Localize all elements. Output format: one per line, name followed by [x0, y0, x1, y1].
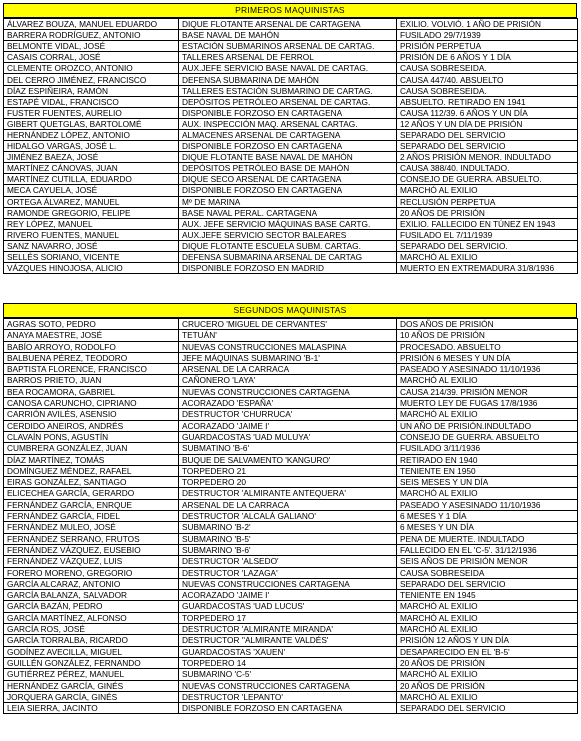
- posting-cell: ARSENAL DE LA CARRACA: [179, 364, 397, 375]
- name-cell: LEIA SIERRA, JACINTO: [4, 703, 179, 714]
- name-cell: DÍAZ ESPIÑEIRA, RAMÓN: [4, 85, 179, 96]
- fate-cell: 6 MESES Y 1 DÍA: [397, 511, 578, 522]
- section-segundos-maquinistas: [3, 303, 577, 714]
- fate-cell: MUERTO EN EXTREMADURA 31/8/1936: [397, 263, 578, 274]
- posting-cell: SUBMARINO 'C-5': [179, 669, 397, 680]
- posting-cell: DEFENSA SUBMARINA DE MAHÓN: [179, 74, 397, 85]
- table-row: [4, 703, 578, 714]
- posting-cell: GUARDACOSTAS 'UAD MULUYA': [179, 431, 397, 442]
- table-row: [4, 544, 578, 555]
- table-row: [4, 601, 578, 612]
- posting-cell: DEFENSA SUBMARINA ARSENAL DE CARTAG: [179, 251, 397, 262]
- fate-cell: PRISIÓN PERPETUA: [397, 41, 578, 52]
- table-row: [4, 364, 578, 375]
- fate-cell: CAUSA 447/40. ABSUELTO: [397, 74, 578, 85]
- table-row: [4, 590, 578, 601]
- table-row: [4, 207, 578, 218]
- posting-cell: ESTACIÓN SUBMARINOS ARSENAL DE CARTAG.: [179, 41, 397, 52]
- posting-cell: ACORAZADO 'ESPAÑA': [179, 398, 397, 409]
- name-cell: MARTÍNEZ CUTILLA, EDUARDO: [4, 174, 179, 185]
- table-row: [4, 646, 578, 657]
- name-cell: FUSTER FUENTES, AURELIO: [4, 107, 179, 118]
- posting-cell: DESTRUCTOR 'ALMIRANTE MIRANDA': [179, 624, 397, 635]
- table-row: [4, 118, 578, 129]
- fate-cell: SEPARADO DEL SERVICIO: [397, 578, 578, 589]
- fate-cell: SEPARADO DEL SERVICIO: [397, 129, 578, 140]
- table-row: [4, 431, 578, 442]
- posting-cell: GUARDACOSTAS 'UAD LUCUS': [179, 601, 397, 612]
- table-row: [4, 669, 578, 680]
- table-row: [4, 420, 578, 431]
- fate-cell: MARCHÓ AL EXILIO: [397, 375, 578, 386]
- posting-cell: AUX. JEFE SERVICIO MÁQUINAS BASE CARTG.: [179, 218, 397, 229]
- fate-cell: MARCHÓ AL EXILIO: [397, 185, 578, 196]
- name-cell: DOMÍNGUEZ MÉNDEZ, RAFAEL: [4, 465, 179, 476]
- name-cell: MECA CAYUELA, JOSÉ: [4, 185, 179, 196]
- table-row: [4, 657, 578, 668]
- posting-cell: DISPONIBLE FORZOSO EN CARTAGENA: [179, 185, 397, 196]
- name-cell: GARCÍA BAZÁN, PEDRO: [4, 601, 179, 612]
- posting-cell: DESTRUCTOR 'ALSEDO': [179, 556, 397, 567]
- table-row: [4, 443, 578, 454]
- fate-cell: CONSEJO DE GUERRA. ABSUELTO: [397, 431, 578, 442]
- posting-cell: DISPONIBLE FORZOSO EN CARTAGENA: [179, 141, 397, 152]
- name-cell: BARROS PRIETO, JUAN: [4, 375, 179, 386]
- fate-cell: MARCHÓ AL EXILIO: [397, 409, 578, 420]
- posting-cell: TETUÁN': [179, 330, 397, 341]
- posting-cell: DIQUE FLOTANTE ARSENAL DE CARTAGENA: [179, 19, 397, 30]
- fate-cell: MARCHÓ AL EXILIO: [397, 691, 578, 702]
- name-cell: FERNÁNDEZ SERRANO, FRUTOS: [4, 533, 179, 544]
- name-cell: GUTIÉRREZ PÉREZ, MANUEL: [4, 669, 179, 680]
- posting-cell: JEFE MÁQUINAS SUBMARINO 'B-1': [179, 352, 397, 363]
- name-cell: CARRIÓN AVILÉS, ASENSIO: [4, 409, 179, 420]
- fate-cell: UN AÑO DE PRISIÓN.INDULTADO: [397, 420, 578, 431]
- table-row: [4, 74, 578, 85]
- name-cell: DÍAZ MARTÍNEZ, TOMÁS: [4, 454, 179, 465]
- name-cell: GIBERT QUETGLAS, BARTOLOMÉ: [4, 118, 179, 129]
- posting-cell: NUEVAS CONSTRUCCIONES MALASPINA: [179, 341, 397, 352]
- fate-cell: CAUSA 112/39. 6 AÑOS Y UN DÍA: [397, 107, 578, 118]
- posting-cell: AUX.JEFE SERVICIO SECTOR BALEARES: [179, 229, 397, 240]
- table-row: [4, 680, 578, 691]
- posting-cell: GUARDACOSTAS 'XAUEN': [179, 646, 397, 657]
- posting-cell: DISPONIBLE FORZOSO EN CARTAGENA: [179, 107, 397, 118]
- fate-cell: SEPARADO DEL SERVICIO: [397, 703, 578, 714]
- posting-cell: NUEVAS CONSTRUCCIONES CARTAGENA: [179, 386, 397, 397]
- name-cell: HERNÁNDEZ LÓPEZ, ANTONIO: [4, 129, 179, 140]
- posting-cell: DIQUE FLOTANTE BASE NAVAL DE MAHÓN: [179, 152, 397, 163]
- posting-cell: DISPONIBLE FORZOSO EN MADRID: [179, 263, 397, 274]
- name-cell: BELMONTE VIDAL, JOSÉ: [4, 41, 179, 52]
- name-cell: ELICECHEA GARCÍA, GERARDO: [4, 488, 179, 499]
- fate-cell: CAUSA SOBRESEIDA.: [397, 85, 578, 96]
- fate-cell: CAUSA SOBRESEIDA.: [397, 63, 578, 74]
- name-cell: GARCÍA MARTÍNEZ, ALFONSO: [4, 612, 179, 623]
- posting-cell: TALLERES ESTACIÓN SUBMARINO DE CARTAG.: [179, 85, 397, 96]
- name-cell: VÁZQUES HINOJOSA, ALICIO: [4, 263, 179, 274]
- fate-cell: ABSUELTO. RETIRADO EN 1941: [397, 96, 578, 107]
- table-row: [4, 533, 578, 544]
- table-row: [4, 185, 578, 196]
- name-cell: BAPTISTA FLORENCE, FRANCISCO: [4, 364, 179, 375]
- table-row: [4, 107, 578, 118]
- fate-cell: 20 AÑOS DE PRISIÓN: [397, 680, 578, 691]
- table-row: [4, 612, 578, 623]
- table-row: [4, 163, 578, 174]
- table-row: [4, 229, 578, 240]
- table-row: [4, 52, 578, 63]
- name-cell: JIMÉNEZ BAEZA, JOSÉ: [4, 152, 179, 163]
- name-cell: HERNÁNDEZ GARCÍA, GINÉS: [4, 680, 179, 691]
- posting-cell: ACORAZADO 'JAIME I': [179, 420, 397, 431]
- name-cell: CERDIDO ANEIROS, ANDRÉS: [4, 420, 179, 431]
- posting-cell: TALLERES ARSENAL DE FERROL: [179, 52, 397, 63]
- table-row: [4, 409, 578, 420]
- posting-cell: ACORAZADO 'JAIME I': [179, 590, 397, 601]
- table-row: [4, 251, 578, 262]
- table-row: [4, 488, 578, 499]
- table-row: [4, 263, 578, 274]
- table-row: [4, 330, 578, 341]
- posting-cell: AUX. INSPECCIÓN MAQ. ARSENAL CARTAG.: [179, 118, 397, 129]
- posting-cell: AUX.JEFE SERVICIO BASE NAVAL DE CARTAG.: [179, 63, 397, 74]
- posting-cell: DISPONIBLE FORZOSO EN CARTAGENA: [179, 703, 397, 714]
- fate-cell: PRISIÓN DE 6 AÑOS Y 1 DÍA: [397, 52, 578, 63]
- name-cell: CLEMENTE OROZCO, ANTONIO: [4, 63, 179, 74]
- name-cell: GARCÍA ALCARAZ, ANTONIO: [4, 578, 179, 589]
- table-row: [4, 578, 578, 589]
- fate-cell: 12 AÑOS Y UN DÍA DE PRISIÓN: [397, 118, 578, 129]
- personnel-table: [3, 18, 578, 274]
- fate-cell: RETIRADO EN 1940: [397, 454, 578, 465]
- name-cell: DEL CERRO JIMÉNEZ, FRANCISCO: [4, 74, 179, 85]
- name-cell: FERNÁNDEZ MULEO, JOSÉ: [4, 522, 179, 533]
- name-cell: BALBUENA PÉREZ, TEODORO: [4, 352, 179, 363]
- table-row: [4, 30, 578, 41]
- posting-cell: DESTRUCTOR ''ALMIRANTE VALDÉS': [179, 635, 397, 646]
- personnel-table: [3, 318, 578, 714]
- table-row: [4, 454, 578, 465]
- fate-cell: EXILIO. VOLVIÓ. 1 AÑO DE PRISIÓN: [397, 19, 578, 30]
- fate-cell: 2 AÑOS PRISIÓN MENOR. INDULTADO: [397, 152, 578, 163]
- posting-cell: NUEVAS CONSTRUCCIONES CARTAGENA: [179, 680, 397, 691]
- fate-cell: CAUSA SOBRESEIDA: [397, 567, 578, 578]
- fate-cell: SEIS AÑOS DE PRISIÓN MENOR: [397, 556, 578, 567]
- fate-cell: 6 MESES Y UN DÍA: [397, 522, 578, 533]
- table-row: [4, 218, 578, 229]
- name-cell: GARCÍA TORRALBA, RICARDO: [4, 635, 179, 646]
- fate-cell: PASEADO Y ASESINADO 11/10/1936: [397, 499, 578, 510]
- fate-cell: FALLECIDO EN EL 'C-5'. 31/12/1936: [397, 544, 578, 555]
- posting-cell: TORPEDERO 14: [179, 657, 397, 668]
- posting-cell: DIQUE SECO ARSENAL DE CARTAGENA: [179, 174, 397, 185]
- fate-cell: TENIENTE EN 1945: [397, 590, 578, 601]
- name-cell: ESTAPÉ VIDAL, FRANCISCO: [4, 96, 179, 107]
- table-row: [4, 511, 578, 522]
- posting-cell: DESTRUCTOR 'ALMIRANTE ANTEQUERA': [179, 488, 397, 499]
- fate-cell: TENIENTE EN 1950: [397, 465, 578, 476]
- posting-cell: TORPEDERO 20: [179, 477, 397, 488]
- posting-cell: SUBMARINO 'B-6': [179, 544, 397, 555]
- posting-cell: DESTRUCTOR 'CHURRUCA': [179, 409, 397, 420]
- table-row: [4, 96, 578, 107]
- fate-cell: CAUSA 214/39. PRISIÓN MENOR: [397, 386, 578, 397]
- table-row: [4, 129, 578, 140]
- name-cell: GARCÍA ROS, JOSÉ: [4, 624, 179, 635]
- table-row: [4, 691, 578, 702]
- posting-cell: SUBMARINO 'B-2': [179, 522, 397, 533]
- table-row: [4, 352, 578, 363]
- posting-cell: DEPÓSITOS PETRÓLEO BASE DE MAHÓN: [179, 163, 397, 174]
- table-row: [4, 240, 578, 251]
- name-cell: REY LÓPEZ, MANUEL: [4, 218, 179, 229]
- fate-cell: SEIS MESES Y UN DÍA: [397, 477, 578, 488]
- name-cell: FERNÁNDEZ VÁZQUEZ, LUIS: [4, 556, 179, 567]
- table-row: [4, 398, 578, 409]
- name-cell: EIRAS GONZÁLEZ, SANTIAGO: [4, 477, 179, 488]
- name-cell: AGRAS SOTO, PEDRO: [4, 319, 179, 330]
- name-cell: FERNÁNDEZ VÁZQUEZ, EUSEBIO: [4, 544, 179, 555]
- name-cell: GARCÍA BALANZA, SALVADOR: [4, 590, 179, 601]
- fate-cell: SEPARADO DEL SERVICIO.: [397, 240, 578, 251]
- name-cell: SELLÉS SORIANO, VICENTE: [4, 251, 179, 262]
- fate-cell: 10 AÑOS DE PRISIÓN: [397, 330, 578, 341]
- posting-cell: TORPEDERO 17: [179, 612, 397, 623]
- posting-cell: DESTRUCTOR 'LAZAGA': [179, 567, 397, 578]
- fate-cell: PROCESADO. ABSUELTO: [397, 341, 578, 352]
- table-row: [4, 41, 578, 52]
- table-row: [4, 341, 578, 352]
- posting-cell: CRUCERO 'MIGUEL DE CERVANTES': [179, 319, 397, 330]
- fate-cell: PRISIÓN 12 AÑOS Y UN DÍA: [397, 635, 578, 646]
- table-row: [4, 152, 578, 163]
- name-cell: CUMBRERA GONZÁLEZ, JUAN: [4, 443, 179, 454]
- name-cell: GUILLÉN GONZÁLEZ, FERNANDO: [4, 657, 179, 668]
- posting-cell: NUEVAS CONSTRUCCIONES CARTAGENA: [179, 578, 397, 589]
- fate-cell: PASEADO Y ASESINADO 11/10/1936: [397, 364, 578, 375]
- name-cell: SANZ NAVARRO, JOSÉ: [4, 240, 179, 251]
- table-row: [4, 319, 578, 330]
- fate-cell: MARCHÓ AL EXILIO: [397, 251, 578, 262]
- table-row: [4, 567, 578, 578]
- posting-cell: ALMACENES ARSENAL DE CARTAGENA: [179, 129, 397, 140]
- posting-cell: BASE NAVAL PERAL. CARTAGENA: [179, 207, 397, 218]
- section-title: PRIMEROS MAQUINISTAS: [3, 3, 577, 18]
- fate-cell: DESAPARECIDO EN EL 'B-5': [397, 646, 578, 657]
- table-row: [4, 63, 578, 74]
- fate-cell: MARCHÓ AL EXILIO: [397, 488, 578, 499]
- name-cell: ÁLVAREZ BOUZA, MANUEL EDUARDO: [4, 19, 179, 30]
- table-row: [4, 556, 578, 567]
- fate-cell: FUSILADO EL 7/11/1939: [397, 229, 578, 240]
- fate-cell: MARCHÓ AL EXILIO: [397, 624, 578, 635]
- fate-cell: PRISIÓN 6 MESES Y UN DÍA: [397, 352, 578, 363]
- name-cell: HIDALGO VARGAS, JOSÉ L.: [4, 141, 179, 152]
- name-cell: RAMONDE GREGORIO, FELIPE: [4, 207, 179, 218]
- posting-cell: ARSENAL DE LA CARRACA: [179, 499, 397, 510]
- table-row: [4, 375, 578, 386]
- name-cell: CANOSA CARUNCHO, CIPRIANO: [4, 398, 179, 409]
- name-cell: CLAVAÍN PONS, AGUSTÍN: [4, 431, 179, 442]
- table-row: [4, 141, 578, 152]
- table-row: [4, 635, 578, 646]
- table-row: [4, 465, 578, 476]
- name-cell: GODÍNEZ AVECILLA, MIGUEL: [4, 646, 179, 657]
- name-cell: FERNÁNDEZ GARCÍA, ENRQUE: [4, 499, 179, 510]
- name-cell: BEA ROCAMORA, GABRIEL: [4, 386, 179, 397]
- name-cell: MARTÍNEZ CÁNOVAS, JUAN: [4, 163, 179, 174]
- posting-cell: DESTRUCTOR 'LEPANTO': [179, 691, 397, 702]
- posting-cell: SUBMATINO 'B-6': [179, 443, 397, 454]
- fate-cell: FUSILADO 29/7/1939: [397, 30, 578, 41]
- name-cell: JORQUERA GARCÍA, GINÉS: [4, 691, 179, 702]
- table-row: [4, 624, 578, 635]
- posting-cell: BASE NAVAL DE MAHÓN: [179, 30, 397, 41]
- section-title: SEGUNDOS MAQUINISTAS: [3, 303, 577, 318]
- table-row: [4, 499, 578, 510]
- fate-cell: MUERTO LEY DE FUGAS 17/8/1936: [397, 398, 578, 409]
- name-cell: ORTEGA ÁLVAREZ, MANUEL: [4, 196, 179, 207]
- name-cell: FORERO MORENO, GREGORIO: [4, 567, 179, 578]
- table-row: [4, 85, 578, 96]
- fate-cell: FUSILADO 3/11/1936: [397, 443, 578, 454]
- table-row: [4, 386, 578, 397]
- fate-cell: 20 AÑOS DE PRISIÓN: [397, 207, 578, 218]
- posting-cell: DESTRUCTOR 'ALCALÁ GALIANO': [179, 511, 397, 522]
- fate-cell: CONSEJO DE GUERRA. ABSUELTO.: [397, 174, 578, 185]
- fate-cell: MARCHÓ AL EXILIO: [397, 601, 578, 612]
- posting-cell: DIQUE FLOTANTE ESCUELA SUBM. CARTAG.: [179, 240, 397, 251]
- name-cell: FERNÁNDEZ GARCÍA, FIDEL: [4, 511, 179, 522]
- fate-cell: CAUSA 388/40. INDULTADO.: [397, 163, 578, 174]
- fate-cell: EXILIO. FALLECIDO EN TÚNEZ EN 1943: [397, 218, 578, 229]
- posting-cell: Mº DE MARINA: [179, 196, 397, 207]
- fate-cell: RECLUSIÓN PERPETUA: [397, 196, 578, 207]
- posting-cell: BUQUE DE SALVAMENTO 'KANGURO': [179, 454, 397, 465]
- table-row: [4, 174, 578, 185]
- fate-cell: DOS AÑOS DE PRISIÓN: [397, 319, 578, 330]
- table-row: [4, 477, 578, 488]
- name-cell: RIVERO FUENTES, MANUEL: [4, 229, 179, 240]
- fate-cell: MARCHÓ AL EXILIO: [397, 669, 578, 680]
- name-cell: BABÍO ARROYO, RODOLFO: [4, 341, 179, 352]
- section-primeros-maquinistas: [3, 3, 577, 274]
- name-cell: CASAIS CORRAL, JOSÉ: [4, 52, 179, 63]
- name-cell: ANAYA MAESTRE, JOSÉ: [4, 330, 179, 341]
- posting-cell: SUBMARINO 'B-5': [179, 533, 397, 544]
- fate-cell: PENA DE MUERTE. INDULTADO: [397, 533, 578, 544]
- name-cell: BARRERA RODRÍGUEZ, ANTONIO: [4, 30, 179, 41]
- fate-cell: 20 AÑOS DE PRISIÓN: [397, 657, 578, 668]
- fate-cell: SEPARADO DEL SERVICIO: [397, 141, 578, 152]
- posting-cell: DEPÓSITOS PETRÓLEO ARSENAL DE CARTAG.: [179, 96, 397, 107]
- fate-cell: MARCHÓ AL EXILIO: [397, 612, 578, 623]
- posting-cell: CAÑONERO 'LAYA': [179, 375, 397, 386]
- table-row: [4, 19, 578, 30]
- posting-cell: TORPEDERO 21: [179, 465, 397, 476]
- table-row: [4, 522, 578, 533]
- table-row: [4, 196, 578, 207]
